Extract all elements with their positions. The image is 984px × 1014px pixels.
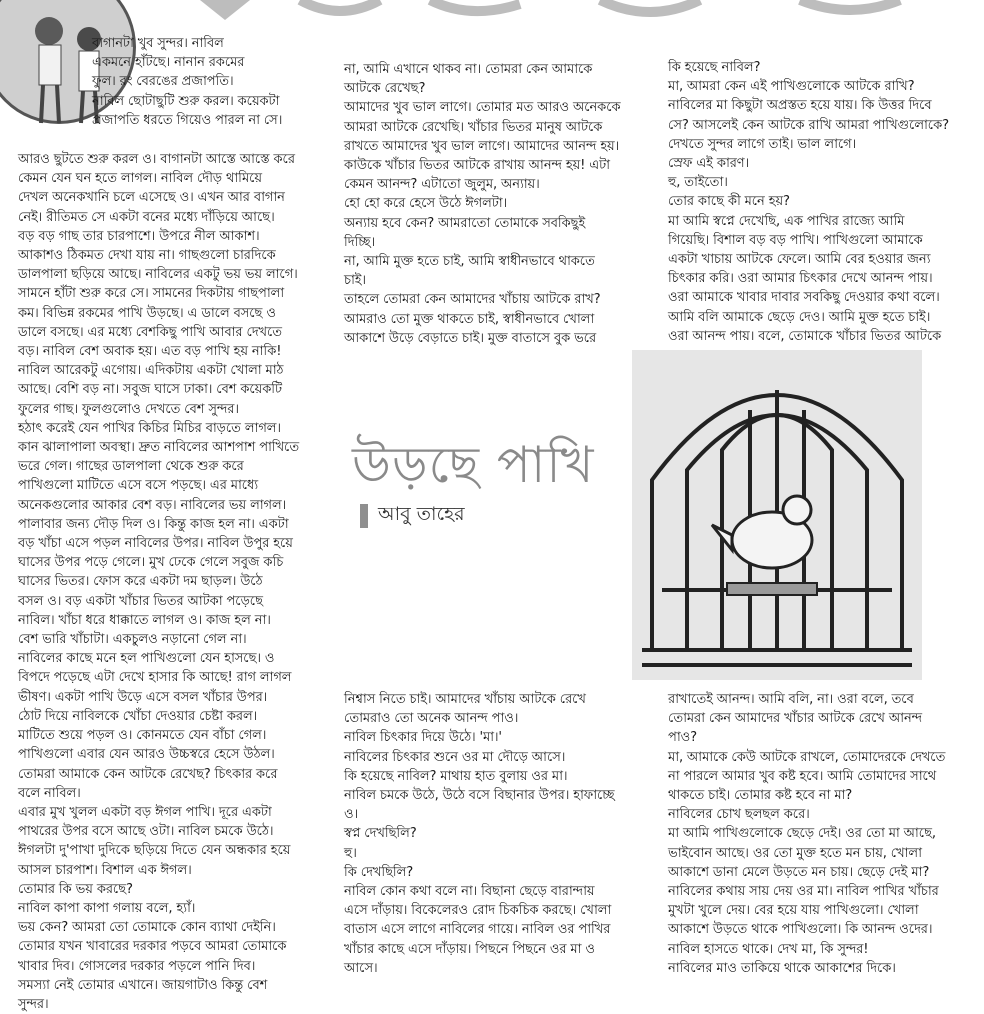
byline-bar bbox=[360, 504, 368, 528]
story-line: অনেকগুলোর আকার বেশ বড়। নাবিলের ভয় লাগল। bbox=[18, 497, 287, 513]
story-line: চাই। bbox=[344, 273, 366, 289]
story-line: দেখতে সুন্দর লাগে তাই। ভাল লাগে। bbox=[668, 136, 857, 152]
story-line: বেশ ভারি খাঁচাটা। একচুলও নড়ানো গেল না। bbox=[18, 632, 247, 648]
story-line: মা আমি স্বপ্নে দেখেছি, এক পাখির রাজ্যে আমি bbox=[668, 213, 905, 229]
story-line: খাঁচার কাছে এসে দাঁড়ায়। পিছনে পিছনে ওর মা ও bbox=[344, 941, 595, 957]
story-line: আসল চারপাশ। বিশাল এক ঈগল। bbox=[18, 862, 192, 878]
story-line: পাখিগুলো মাটিতে এসে বসে পড়ছে। এর মাধ্যে bbox=[18, 478, 259, 494]
story-line: ওরা আমাকে খাবার দাবার সবকিছু দেওয়ার কথা বলে। bbox=[668, 290, 940, 306]
story-line: নাবিল হাসতে থাকে। দেখ মা, কি সুন্দর! bbox=[668, 941, 869, 957]
story-line: ঈগলটা দু'পাখা দুদিকে ছড়িয়ে দিতে যেন অন্ধকার হয়ে bbox=[18, 843, 291, 859]
story-line: ফুল। রং বেরঙের প্রজাপতি। bbox=[92, 74, 234, 90]
story-line: ওরা আনন্দ পায়। বলে, তোমাকে খাঁচার ভিতর আটকে bbox=[668, 328, 942, 344]
author-name: আবু তাহের bbox=[378, 503, 465, 525]
story-line: না পারলে আমার খুব কষ্ট হবে। আমি তোমাদের সাথে bbox=[668, 768, 937, 784]
story-line: ডালে বসছে। এর মধ্যে বেশকিছু পাখি আবার দেখতে bbox=[18, 324, 283, 340]
story-column-1 bbox=[18, 150, 336, 1014]
story-line: একটা খাচায় আটকে ফেলে। আমি বের হওয়ার জন্য bbox=[668, 252, 931, 268]
story-line: পালাবার জন্য দৌড় দিল ও। কিন্তু কাজ হল না। একটা bbox=[18, 516, 289, 532]
story-line: মা, আমরা কেন এই পাখিগুলোকে আটকে রাখি? bbox=[668, 79, 915, 95]
story-line: সামনে হাঁটা শুরু করে সে। সামনের দিকটায় গাছপালা bbox=[18, 286, 285, 302]
story-line: কি হয়েছে নাবিল? bbox=[668, 60, 761, 75]
story-line: নাবিল। খাঁচা ধরে ধাক্কাতে লাগল ও। কাজ হল না। bbox=[18, 612, 271, 628]
story-line: সে? আসলেই কেন আটকে রাখি আমরা পাখিগুলোকে? bbox=[668, 117, 949, 133]
story-line: ফুলের গাছ। ফুলগুলোও দেখতে বেশ সুন্দর। bbox=[18, 401, 239, 417]
story-line: তোমার কি ভয় করছে? bbox=[18, 881, 133, 897]
story-line: নাবিলের কথায় সায় দেয় ওর মা। নাবিল পাখির খাঁচার bbox=[668, 884, 939, 900]
story-line: বিপদে পড়েছে এটা দেখে হাসার কি আছে! রাগ লাগল bbox=[18, 670, 292, 686]
story-line: ডালপালা ছড়িয়ে আছে। নাবিলের একটু ভয় ভয় লাগে। bbox=[18, 267, 298, 283]
story-line: হু। bbox=[344, 845, 357, 861]
story-line: কেমন আনন্দ? এটাতো জুলুম, অন্যায়। bbox=[344, 177, 540, 193]
story-line: নাবিল কোন কথা বলে না। বিছানা ছেড়ে বারান্দায় bbox=[344, 884, 595, 900]
story-line: পাখিগুলো এবার যেন আরও উচ্চস্বরে হেসে উঠল। bbox=[18, 747, 275, 763]
story-line: ঠোট দিয়ে নাবিলকে খোঁচা দেওয়ার চেষ্টা করল। bbox=[18, 708, 258, 724]
story-line: মা, আমাকে কেউ আটকে রাখলে, তোমাদেরকে দেখতে bbox=[668, 749, 946, 765]
story-line: অন্যায় হবে কেন? আমরাতো তোমাকে সবকিছুই bbox=[344, 215, 586, 231]
story-line: খাবার দিব। গোসলের দরকার পড়লে পানি দিব। bbox=[18, 958, 256, 974]
story-line: ঘাসের উপর পড়ে গেলে। মুখ ঢেকে গেলে সবুজ কচি bbox=[18, 555, 284, 571]
story-line: আকাশও ঠিকমত দেখা যায় না। গাছগুলো চারদিকে bbox=[18, 248, 276, 264]
story-line: ভাইবোন আছে। ওর তো মুক্ত হতে মন চায়, খোলা bbox=[668, 845, 922, 861]
story-line: বড় খাঁচা এসে পড়ল নাবিলের উপর। নাবিল উপুর হয়ে bbox=[18, 536, 293, 552]
story-line: আকাশে উড়তে থাকে পাখিগুলো। কি আনন্দ ওদের। bbox=[668, 922, 933, 938]
story-line: বাগানটা খুব সুন্দর। নাবিল bbox=[92, 36, 224, 51]
story-column-2 bbox=[344, 60, 654, 348]
story-line: নাবিলের কাছে মনে হল পাখিগুলো যেন হাসছে। ও bbox=[18, 651, 275, 667]
story-line: পাও? bbox=[668, 730, 697, 746]
story-line: বসল ও। বড় একটা খাঁচার ভিতর আটকা পড়েছে bbox=[18, 593, 263, 609]
story-title: উড়ছে পাখি bbox=[352, 436, 595, 494]
story-line: তোমরাও তো অনেক আনন্দ পাও। bbox=[344, 711, 519, 727]
story-line: গিয়েছি। বিশাল বড় বড় পাখি। পাখিগুলো আমাকে bbox=[668, 232, 923, 248]
story-line: চিৎকার করি। ওরা আমার চিৎকার দেখে আনন্দ পায়। bbox=[668, 271, 933, 287]
story-line: তোমরা কেন আমাদের খাঁচার আটকে রেখে আনন্দ bbox=[668, 711, 923, 727]
story-line: ভরে গেল। গাছের ডালপালা থেকে শুরু করে bbox=[18, 459, 244, 475]
story-line: হো হো করে হেসে উঠে ঈগলটা। bbox=[344, 196, 508, 212]
story-line: সমস্যা নেই তোমার এখানে। জায়গাটাও কিন্তু বেশ bbox=[18, 977, 268, 993]
story-line: নাবিল আরেকটু এগোয়। এদিকটায় একটা খোলা মাঠ bbox=[18, 363, 284, 379]
byline bbox=[360, 500, 465, 532]
story-line: নাবিলের চোখ ছলছল করে। bbox=[668, 807, 810, 823]
story-line: না, আমি মুক্ত হতে চাই, আমি স্বাধীনভাবে থাকতে bbox=[344, 254, 595, 270]
story-line: কি হয়েছে নাবিল? মাথায় হাত বুলায় ওর মা। bbox=[344, 768, 568, 784]
story-line: আসে। bbox=[344, 960, 378, 976]
story-line: স্বপ্ন দেখছিলি? bbox=[344, 826, 417, 842]
story-line: আমাদের খুব ভাল লাগে। তোমার মত আরও অনেককে bbox=[344, 100, 621, 116]
story-line: বড়। নাবিল বেশ অবাক হয়। এত বড় পাখি হয় নাকি! bbox=[18, 344, 282, 360]
story-line: এবার মুখ খুলল একটা বড় ঈগল পাখি। দূরে একটা bbox=[18, 804, 272, 820]
story-line: নাবিল কাপা কাপা গলায় বলে, হ্যাঁ। bbox=[18, 900, 196, 916]
story-line: দেখল অনেকখানি চলে এসেছে ও। এখন আর বাগান bbox=[18, 190, 285, 206]
story-line: না, আমি এখানে থাকব না। তোমরা কেন আমাকে bbox=[344, 62, 593, 77]
story-line: নাবিল ছোটাছুটি শুরু করল। কয়েকটা bbox=[92, 93, 280, 109]
story-line: এসে দাঁড়ায়। বিকেলেরও রোদ চিকচিক করছে। খোলা bbox=[344, 903, 612, 919]
story-column-2-bottom bbox=[344, 690, 654, 978]
story-line: নাবিলের চিৎকার শুনে ওর মা দৌড়ে আসে। bbox=[344, 749, 566, 765]
story-line: বাতাস এসে লাগে নাবিলের গায়ে। নাবিল ওর পাখির bbox=[344, 922, 611, 938]
story-line: রাখাতেই আনন্দ। আমি বলি, না। ওরা বলে, তবে bbox=[668, 692, 914, 707]
bird-cage-illustration bbox=[632, 350, 922, 680]
story-line: ভয় কেন? আমরা তো তোমাকে কোন ব্যাথা দেইনি। bbox=[18, 920, 276, 936]
story-line: কি দেখছিলি? bbox=[344, 864, 414, 880]
story-line: একমনে হাঁটছে। নানান রকমের bbox=[92, 55, 245, 71]
story-line: আরও ছুটতে শুরু করল ও। বাগানটা আস্তে আস্তে করে bbox=[18, 152, 295, 167]
story-line: ভীষণ। একটা পাখি উড়ে এসে বসল খাঁচার উপর। bbox=[18, 689, 268, 705]
story-line: রাখতে আমাদের খুব ভাল লাগে। আমাদের আনন্দ হয়। bbox=[344, 138, 620, 154]
story-line: কেমন যেন ঘন হতে লাগল। নাবিল দৌড় থামিয়ে bbox=[18, 171, 262, 187]
story-line: বলে নাবিল। bbox=[18, 785, 81, 801]
story-line: নিশ্বাস নিতে চাই। আমাদের খাঁচায় আটকে রেখে bbox=[344, 692, 586, 707]
story-line: বড় বড় গাছ তার চারপাশে। উপরে নীল আকাশ। bbox=[18, 228, 260, 244]
story-column-3 bbox=[668, 58, 980, 346]
story-line: আটকে রেখেছ? bbox=[344, 81, 426, 97]
story-line: কাউকে খাঁচার ভিতর আটকে রাখায় আনন্দ হয়! এটা bbox=[344, 158, 610, 174]
story-line: আমরাও তো মুক্ত থাকতে চাই, স্বাধীনভাবে খোলা bbox=[344, 311, 595, 327]
story-line: নাবিল চমকে উঠে, উঠে বসে বিছানার উপর। হাফাচ্ছে bbox=[344, 788, 615, 804]
story-column-3-bottom bbox=[668, 690, 980, 978]
story-line: পাথরের উপর বসে আছে ওটা। নাবিল চমকে উঠে। bbox=[18, 824, 274, 840]
story-line: নাবিলের মা কিছুটা অপ্রস্তত হয়ে যায়। কি উত্তর দিবে bbox=[668, 98, 932, 114]
header-decoration bbox=[0, 0, 984, 22]
story-line: থাকতে চাই। তোমার কষ্ট হবে না মা? bbox=[668, 788, 853, 804]
story-line: সুন্দর। bbox=[18, 996, 49, 1012]
story-line: আছে। বেশি বড় না। সবুজ ঘাসে ঢাকা। বেশ কয়েকটি bbox=[18, 382, 283, 398]
story-column-1-top bbox=[46, 34, 336, 130]
story-line: নাবিলের মাও তাকিয়ে থাকে আকাশের দিকে। bbox=[668, 960, 896, 976]
story-line: প্রজাপতি ধরতে গিয়েও পারল না সে। bbox=[92, 112, 283, 128]
story-line: কান ঝালাপালা অবস্থা। দ্রুত নাবিলের আশপাশ পাখিতে bbox=[18, 440, 300, 456]
story-line: স্রেফ এই কারণ। bbox=[668, 156, 750, 172]
story-line: নাবিল চিৎকার দিয়ে উঠে। 'মা।' bbox=[344, 730, 502, 746]
story-line: তোমরা আমাকে কেন আটকে রেখেছ? চিৎকার করে bbox=[18, 766, 278, 782]
story-line: আকাশে ডানা মেলে উড়তে মন চায়। ছেড়ে দেই মা? bbox=[668, 864, 930, 880]
story-line: হু, তাইতো। bbox=[668, 175, 728, 191]
story-line: দিচ্ছি। bbox=[344, 234, 376, 250]
story-line: মা আমি পাখিগুলোকে ছেড়ে দেই। ওর তো মা আছে, bbox=[668, 826, 936, 842]
story-line: আমি বলি আমাকে ছেড়ে দেও। আমি মুক্ত হতে চাই। bbox=[668, 309, 931, 325]
story-line: নেই। রীতিমত সে একটা বনের মধ্যে দাঁড়িয়ে আছে। bbox=[18, 209, 275, 225]
story-line: ঘাসের ভিতর। ফোস করে একটা দম ছাড়ল। উঠে bbox=[18, 574, 263, 590]
story-line: তোর কাছে কী মনে হয়? bbox=[668, 194, 790, 210]
story-line: তাহলে তোমরা কেন আমাদের খাঁচায় আটকে রাখ? bbox=[344, 292, 601, 308]
story-line: আমরা আটকে রেখেছি। খাঁচার ভিতর মানুষ আটকে bbox=[344, 119, 603, 135]
story-line: ও। bbox=[344, 807, 359, 823]
story-line: আকাশে উড়ে বেড়াতে চাই। মুক্ত বাতাসে বুক ভরে bbox=[344, 330, 597, 346]
story-line: কম। বিভিন্ন রকমের পাখি উড়ছে। এ ডালে বসছে ও bbox=[18, 305, 276, 321]
story-line: হঠাৎ করেই যেন পাখির কিচির মিচির বাড়তে লাগল। bbox=[18, 420, 281, 436]
story-line: মাটিতে শুয়ে পড়ল ও। কোনমতে যেন বাঁচা গেল। bbox=[18, 728, 267, 744]
story-line: তোমার যখন খাবারের দরকার পড়বে আমরা তোমাকে bbox=[18, 939, 287, 955]
story-line: মুখটা খুলে দেয়। বের হয়ে যায় পাখিগুলো। খোলা bbox=[668, 903, 919, 919]
